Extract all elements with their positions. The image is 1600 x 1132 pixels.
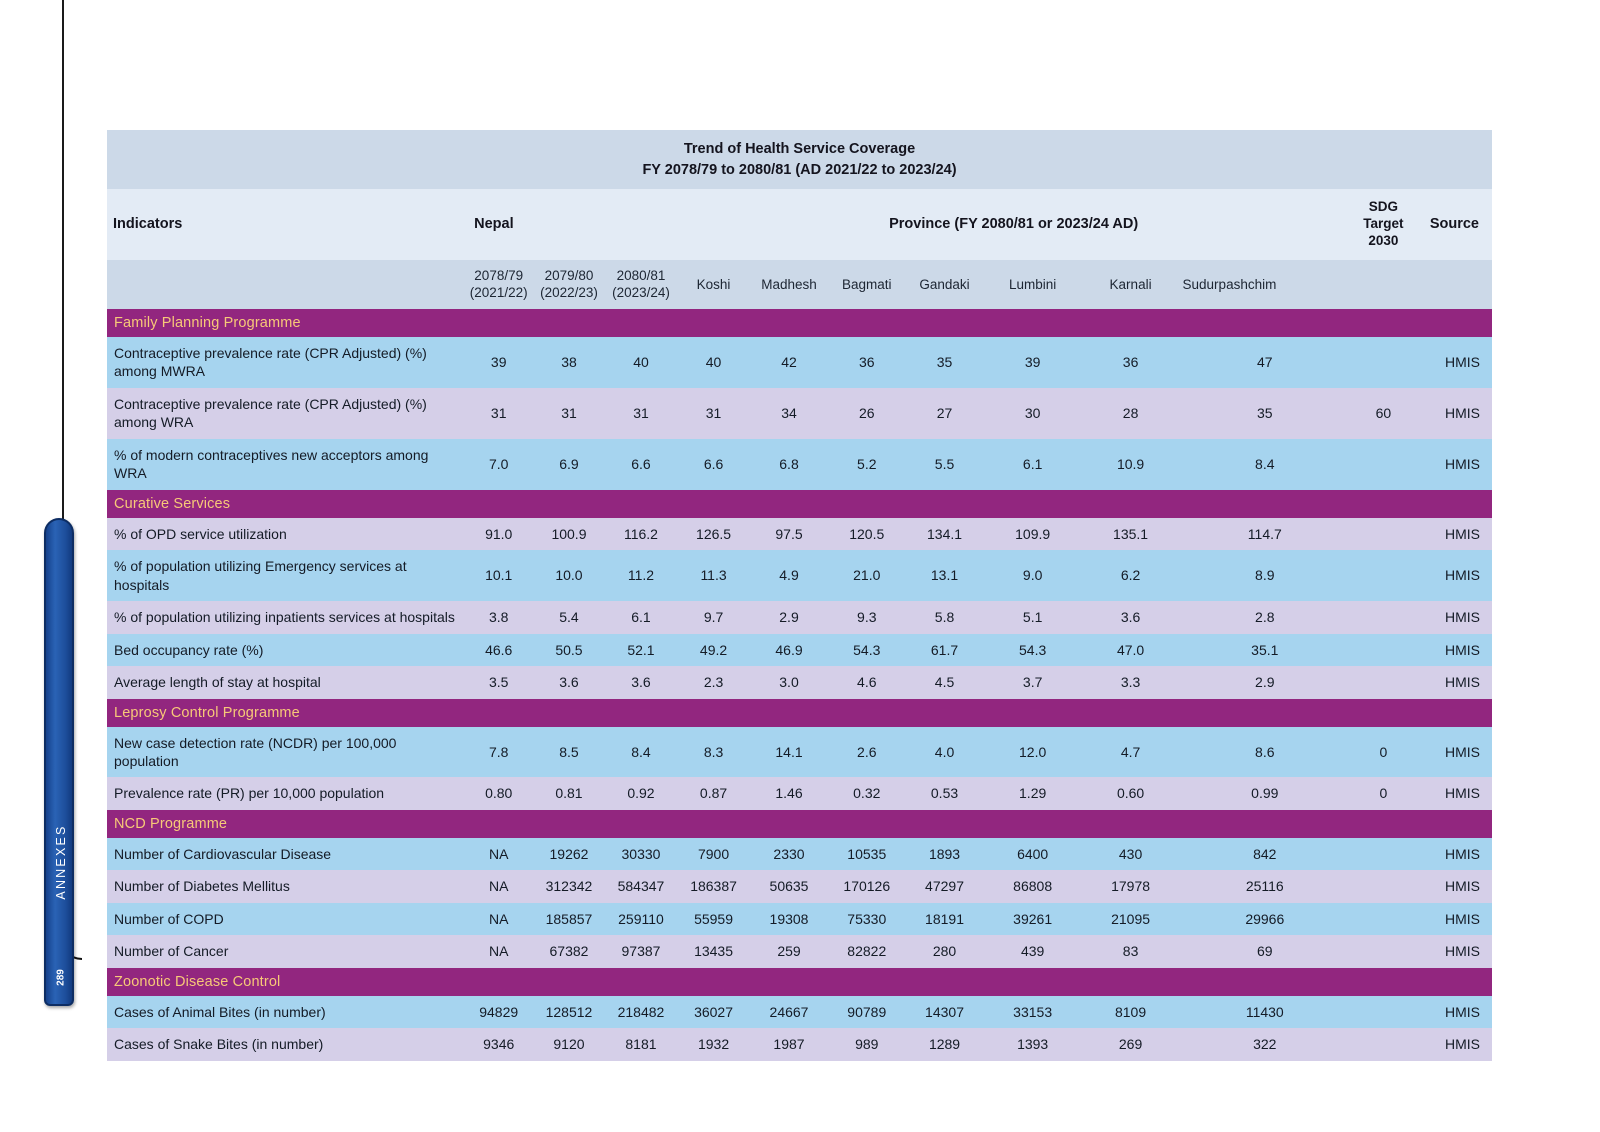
cell-sdg [1350,601,1417,633]
indicator-label: Bed occupancy rate (%) [107,634,464,666]
cell-y3: 6.6 [605,439,678,490]
indicator-label: Cases of Snake Bites (in number) [107,1028,464,1060]
cell-koshi: 1932 [677,1028,750,1060]
cell-bagmati: 10535 [828,838,905,870]
cell-madhesh: 1987 [750,1028,828,1060]
cell-bagmati: 82822 [828,935,905,967]
col-header-nepal: Nepal [464,189,677,260]
col-header-sdg-target [1350,189,1417,260]
cell-y3: 3.6 [605,666,678,698]
cell-koshi: 11.3 [677,550,750,601]
cell-sdg [1350,439,1417,490]
sub-blank-source [1417,260,1492,309]
cell-source: HMIS [1417,838,1492,870]
cell-bagmati: 120.5 [828,518,905,550]
cell-source: HMIS [1417,634,1492,666]
cell-y1: 31 [464,388,533,439]
cell-y2: 9120 [533,1028,604,1060]
sub-year-2080-l1: 2080/81 [616,267,666,283]
col-header-province: Province (FY 2080/81 or 2023/24 AD) [677,189,1350,260]
indicator-label: Number of Cancer [107,935,464,967]
cell-bagmati: 90789 [828,996,905,1028]
cell-lumbini: 109.9 [984,518,1082,550]
cell-sdg [1350,996,1417,1028]
sdg-line2: Target [1363,216,1404,232]
cell-karnali: 4.7 [1082,727,1180,778]
cell-karnali: 8109 [1082,996,1180,1028]
section-header-row [107,309,1492,337]
cell-bagmati: 989 [828,1028,905,1060]
cell-y2: 67382 [533,935,604,967]
cell-sudurpashchim: 8.6 [1180,727,1351,778]
cell-y2: 5.4 [533,601,604,633]
cell-madhesh: 46.9 [750,634,828,666]
cell-y1: 7.8 [464,727,533,778]
cell-koshi: 2.3 [677,666,750,698]
indicator-label: % of modern contraceptives new acceptors among WRA [107,439,464,490]
cell-source: HMIS [1417,518,1492,550]
cell-koshi: 13435 [677,935,750,967]
cell-bagmati: 0.32 [828,777,905,809]
cell-madhesh: 6.8 [750,439,828,490]
cell-gandaki: 13.1 [905,550,983,601]
sub-blank-sdg [1350,260,1417,309]
cell-y2: 31 [533,388,604,439]
cell-y1: 39 [464,337,533,388]
cell-madhesh: 42 [750,337,828,388]
cell-y1: NA [464,903,533,935]
table-title-line1: Trend of Health Service Coverage [683,141,916,157]
cell-madhesh: 14.1 [750,727,828,778]
cell-sdg [1350,337,1417,388]
cell-madhesh: 2330 [750,838,828,870]
cell-y2: 185857 [533,903,604,935]
cell-lumbini: 12.0 [984,727,1082,778]
cell-y3: 116.2 [605,518,678,550]
table-row [107,634,1492,666]
table-row [107,777,1492,809]
sub-year-2080 [605,260,678,309]
col-header-indicators: Indicators [107,189,464,260]
cell-sudurpashchim: 47 [1180,337,1351,388]
cell-gandaki: 35 [905,337,983,388]
cell-y2: 38 [533,337,604,388]
cell-karnali: 6.2 [1082,550,1180,601]
cell-y3: 8.4 [605,727,678,778]
table-row [107,996,1492,1028]
cell-karnali: 0.60 [1082,777,1180,809]
sdg-line3: 2030 [1368,232,1399,248]
indicator-label: Number of Diabetes Mellitus [107,870,464,902]
cell-bagmati: 21.0 [828,550,905,601]
table-row [107,838,1492,870]
cell-sdg: 0 [1350,727,1417,778]
cell-bagmati: 36 [828,337,905,388]
cell-bagmati: 54.3 [828,634,905,666]
cell-y2: 50.5 [533,634,604,666]
cell-y3: 11.2 [605,550,678,601]
cell-y2: 312342 [533,870,604,902]
sub-year-2078 [464,260,533,309]
table-row [107,388,1492,439]
table-row [107,550,1492,601]
cell-gandaki: 0.53 [905,777,983,809]
cell-karnali: 10.9 [1082,439,1180,490]
indicator-label: % of population utilizing inpatients services at hospitals [107,601,464,633]
cell-sudurpashchim: 69 [1180,935,1351,967]
cell-y3: 0.92 [605,777,678,809]
section-title: Leprosy Control Programme [107,699,1492,727]
cell-madhesh: 19308 [750,903,828,935]
cell-gandaki: 4.5 [905,666,983,698]
sub-year-2078-l1: 2078/79 [474,267,524,283]
header-main-row [107,189,1492,260]
cell-sudurpashchim: 842 [1180,838,1351,870]
sub-province-bagmati: Bagmati [828,260,905,309]
cell-bagmati: 2.6 [828,727,905,778]
cell-madhesh: 1.46 [750,777,828,809]
cell-koshi: 7900 [677,838,750,870]
cell-lumbini: 39 [984,337,1082,388]
section-header-row [107,490,1492,518]
table-row [107,601,1492,633]
indicator-label: % of OPD service utilization [107,518,464,550]
cell-gandaki: 280 [905,935,983,967]
cell-y3: 584347 [605,870,678,902]
cell-y1: 3.5 [464,666,533,698]
cell-y2: 6.9 [533,439,604,490]
cell-bagmati: 75330 [828,903,905,935]
sdg-line1: SDG [1368,199,1399,215]
cell-sdg [1350,666,1417,698]
cell-sdg [1350,518,1417,550]
indicator-label: New case detection rate (NCDR) per 100,000 population [107,727,464,778]
cell-karnali: 3.3 [1082,666,1180,698]
cell-source: HMIS [1417,337,1492,388]
cell-y3: 218482 [605,996,678,1028]
cell-source: HMIS [1417,388,1492,439]
cell-gandaki: 14307 [905,996,983,1028]
cell-lumbini: 1.29 [984,777,1082,809]
cell-gandaki: 47297 [905,870,983,902]
cell-madhesh: 2.9 [750,601,828,633]
cell-sudurpashchim: 2.9 [1180,666,1351,698]
sub-province-gandaki: Gandaki [905,260,983,309]
cell-y2: 19262 [533,838,604,870]
header-sub-row [107,260,1492,309]
cell-gandaki: 1893 [905,838,983,870]
indicator-label: Cases of Animal Bites (in number) [107,996,464,1028]
cell-y3: 30330 [605,838,678,870]
cell-sdg [1350,550,1417,601]
sub-year-2080-l2: (2023/24) [612,285,670,301]
table-row [107,1028,1492,1060]
spine-line [62,0,64,540]
cell-madhesh: 50635 [750,870,828,902]
cell-sdg [1350,903,1417,935]
cell-y2: 10.0 [533,550,604,601]
cell-sudurpashchim: 29966 [1180,903,1351,935]
cell-sdg [1350,634,1417,666]
cell-source: HMIS [1417,439,1492,490]
cell-karnali: 17978 [1082,870,1180,902]
cell-karnali: 28 [1082,388,1180,439]
cell-source: HMIS [1417,935,1492,967]
cell-lumbini: 6400 [984,838,1082,870]
cell-gandaki: 27 [905,388,983,439]
cell-lumbini: 9.0 [984,550,1082,601]
cell-y1: NA [464,870,533,902]
cell-gandaki: 5.8 [905,601,983,633]
sub-province-madhesh: Madhesh [750,260,828,309]
table-row [107,935,1492,967]
cell-sudurpashchim: 8.4 [1180,439,1351,490]
indicator-label: Contraceptive prevalence rate (CPR Adjusted) (%) among WRA [107,388,464,439]
bookmark-label: ANNEXES [54,824,68,900]
cell-y3: 52.1 [605,634,678,666]
sub-year-2079-l2: (2022/23) [540,285,598,301]
section-header-row [107,699,1492,727]
cell-madhesh: 4.9 [750,550,828,601]
cell-source: HMIS [1417,870,1492,902]
cell-gandaki: 1289 [905,1028,983,1060]
cell-koshi: 55959 [677,903,750,935]
cell-y1: 91.0 [464,518,533,550]
cell-y1: NA [464,838,533,870]
cell-koshi: 49.2 [677,634,750,666]
table-row [107,439,1492,490]
cell-karnali: 36 [1082,337,1180,388]
cell-gandaki: 134.1 [905,518,983,550]
cell-gandaki: 5.5 [905,439,983,490]
cell-y1: 9346 [464,1028,533,1060]
cell-bagmati: 5.2 [828,439,905,490]
indicator-label: % of population utilizing Emergency services at hospitals [107,550,464,601]
table-title-row [107,130,1492,189]
sub-blank [107,260,464,309]
table-row [107,518,1492,550]
cell-madhesh: 259 [750,935,828,967]
cell-source: HMIS [1417,550,1492,601]
cell-bagmati: 170126 [828,870,905,902]
cell-koshi: 126.5 [677,518,750,550]
cell-koshi: 6.6 [677,439,750,490]
cell-sdg: 0 [1350,777,1417,809]
cell-sudurpashchim: 25116 [1180,870,1351,902]
cell-koshi: 36027 [677,996,750,1028]
sub-province-lumbini: Lumbini [984,260,1082,309]
cell-source: HMIS [1417,601,1492,633]
cell-gandaki: 61.7 [905,634,983,666]
cell-lumbini: 1393 [984,1028,1082,1060]
indicator-label: Contraceptive prevalence rate (CPR Adjusted) (%) among MWRA [107,337,464,388]
cell-madhesh: 24667 [750,996,828,1028]
health-service-coverage-table [107,130,1492,1061]
cell-bagmati: 4.6 [828,666,905,698]
cell-karnali: 269 [1082,1028,1180,1060]
cell-y1: 3.8 [464,601,533,633]
cell-sudurpashchim: 2.8 [1180,601,1351,633]
page-number: 289 [55,969,67,986]
table-row [107,337,1492,388]
section-header-row [107,968,1492,996]
indicator-label: Prevalence rate (PR) per 10,000 population [107,777,464,809]
cell-y1: NA [464,935,533,967]
cell-karnali: 21095 [1082,903,1180,935]
cell-koshi: 9.7 [677,601,750,633]
cell-lumbini: 39261 [984,903,1082,935]
section-header-row [107,810,1492,838]
cell-sudurpashchim: 35.1 [1180,634,1351,666]
indicator-label: Average length of stay at hospital [107,666,464,698]
table-title-line2: FY 2078/79 to 2080/81 (AD 2021/22 to 2023/24) [642,161,957,178]
cell-source: HMIS [1417,777,1492,809]
cell-y3: 6.1 [605,601,678,633]
cell-sdg [1350,1028,1417,1060]
section-title: Family Planning Programme [107,309,1492,337]
cell-koshi: 186387 [677,870,750,902]
indicator-label: Number of COPD [107,903,464,935]
sub-province-koshi: Koshi [677,260,750,309]
cell-y1: 46.6 [464,634,533,666]
cell-karnali: 430 [1082,838,1180,870]
cell-sudurpashchim: 0.99 [1180,777,1351,809]
cell-bagmati: 26 [828,388,905,439]
cell-y3: 31 [605,388,678,439]
cell-bagmati: 9.3 [828,601,905,633]
cell-lumbini: 439 [984,935,1082,967]
annexes-bookmark-tab[interactable] [44,518,74,1006]
indicator-label: Number of Cardiovascular Disease [107,838,464,870]
cell-sudurpashchim: 8.9 [1180,550,1351,601]
cell-source: HMIS [1417,996,1492,1028]
cell-sdg [1350,838,1417,870]
cell-lumbini: 54.3 [984,634,1082,666]
cell-sudurpashchim: 35 [1180,388,1351,439]
sub-province-sudurpashchim: Sudurpashchim [1180,260,1351,309]
data-table [107,130,1492,1061]
cell-sdg [1350,870,1417,902]
cell-y3: 8181 [605,1028,678,1060]
cell-source: HMIS [1417,903,1492,935]
cell-sdg [1350,935,1417,967]
cell-y1: 10.1 [464,550,533,601]
cell-y2: 100.9 [533,518,604,550]
col-header-source: Source [1417,189,1492,260]
cell-madhesh: 34 [750,388,828,439]
cell-y1: 0.80 [464,777,533,809]
cell-karnali: 3.6 [1082,601,1180,633]
sub-province-karnali: Karnali [1082,260,1180,309]
sub-year-2078-l2: (2021/22) [469,285,528,301]
cell-karnali: 135.1 [1082,518,1180,550]
cell-y1: 7.0 [464,439,533,490]
cell-gandaki: 4.0 [905,727,983,778]
cell-karnali: 83 [1082,935,1180,967]
cell-koshi: 40 [677,337,750,388]
cell-source: HMIS [1417,666,1492,698]
cell-sdg: 60 [1350,388,1417,439]
cell-koshi: 8.3 [677,727,750,778]
cell-lumbini: 33153 [984,996,1082,1028]
cell-madhesh: 3.0 [750,666,828,698]
cell-y2: 0.81 [533,777,604,809]
cell-koshi: 31 [677,388,750,439]
table-body [107,130,1492,1061]
cell-y1: 94829 [464,996,533,1028]
sub-year-2079-l1: 2079/80 [544,267,594,283]
cell-lumbini: 86808 [984,870,1082,902]
section-title: NCD Programme [107,810,1492,838]
cell-karnali: 47.0 [1082,634,1180,666]
cell-sudurpashchim: 114.7 [1180,518,1351,550]
cell-koshi: 0.87 [677,777,750,809]
cell-gandaki: 18191 [905,903,983,935]
cell-lumbini: 30 [984,388,1082,439]
cell-lumbini: 6.1 [984,439,1082,490]
cell-lumbini: 5.1 [984,601,1082,633]
section-title: Zoonotic Disease Control [107,968,1492,996]
cell-sudurpashchim: 11430 [1180,996,1351,1028]
cell-source: HMIS [1417,1028,1492,1060]
table-row [107,727,1492,778]
cell-madhesh: 97.5 [750,518,828,550]
cell-y3: 40 [605,337,678,388]
sub-year-2079 [533,260,604,309]
table-row [107,666,1492,698]
cell-source: HMIS [1417,727,1492,778]
cell-sudurpashchim: 322 [1180,1028,1351,1060]
cell-y2: 128512 [533,996,604,1028]
cell-y3: 97387 [605,935,678,967]
cell-y2: 8.5 [533,727,604,778]
table-row [107,870,1492,902]
cell-y3: 259110 [605,903,678,935]
table-row [107,903,1492,935]
cell-lumbini: 3.7 [984,666,1082,698]
table-title-cell [107,130,1492,189]
section-title: Curative Services [107,490,1492,518]
cell-y2: 3.6 [533,666,604,698]
